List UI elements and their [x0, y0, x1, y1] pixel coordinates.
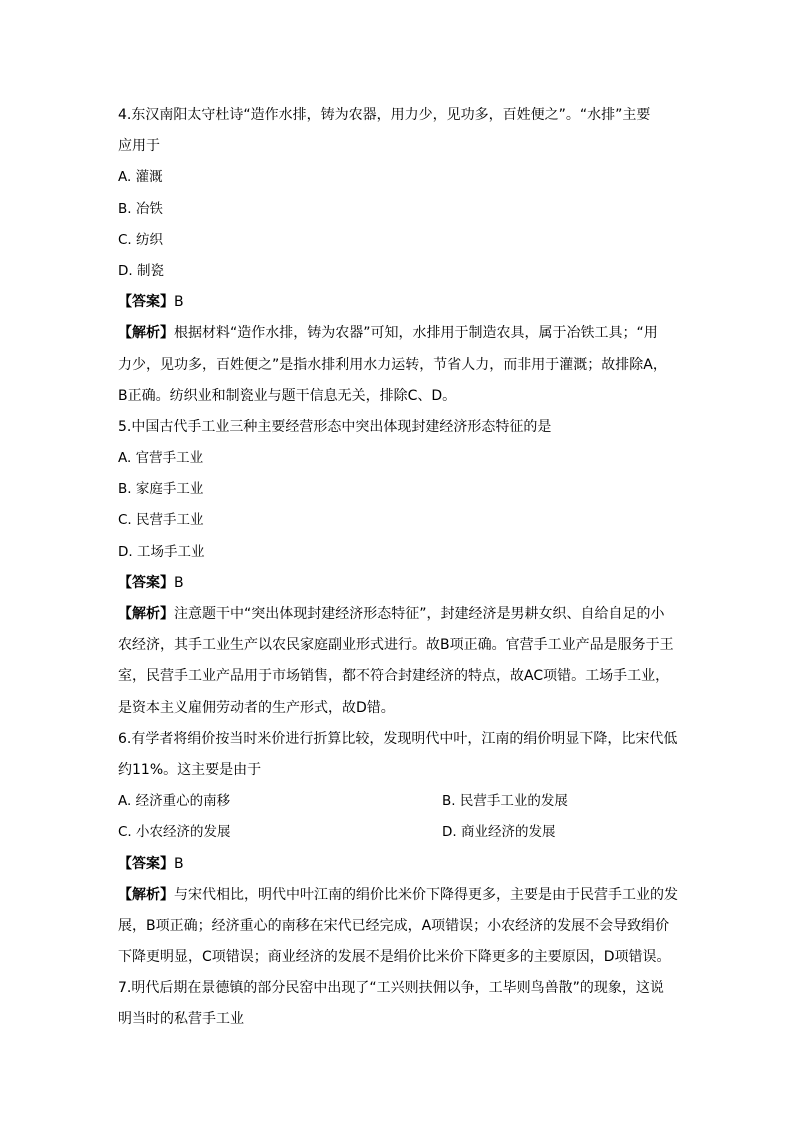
answer-value: B [174, 855, 184, 872]
question-5-option-d: D. 工场手工业 [118, 543, 205, 560]
analysis-tag: 【解析】 [118, 886, 174, 903]
question-6-options-row-1 [118, 786, 678, 817]
question-5-option-a: A. 官营手工业 [118, 450, 204, 467]
question-7-stem-line-1: 7.明代后期在景德镇的部分民窑中出现了“工兴则扶佣以争，工毕则鸟兽散”的现象，这说 [118, 980, 664, 997]
question-6-analysis-line-1 [118, 880, 678, 911]
question-4-analysis-line-3: B正确。纺织业和制瓷业与题干信息无关，排除C、D。 [118, 387, 457, 404]
question-4-option-b: B. 冶铁 [118, 200, 163, 217]
question-7-stem-line-2: 明当时的私营手工业 [118, 1011, 244, 1028]
question-6-stem-line-1: 6.有学者将绢价按当时米价进行折算比较，发现明代中叶，江南的绢价明显下降，比宋代低 [118, 730, 678, 747]
question-5-option-b: B. 家庭手工业 [118, 481, 204, 498]
question-6-analysis-line-3: 下降更明显，C项错误；商业经济的发展不是绢价比米价下降更多的主要原因，D项错误。 [118, 949, 671, 966]
answer-value: B [174, 294, 184, 311]
question-6-option-d: D. 商业经济的发展 [442, 824, 556, 841]
question-6-answer [118, 849, 678, 880]
question-4-stem-line-1: 4.东汉南阳太守杜诗“造作水排，铸为农器，用力少，见功多，百姓便之”。“水排”主要 [118, 107, 651, 123]
document-content [118, 100, 678, 1036]
question-5-analysis-line-4: 是资本主义雇佣劳动者的生产形式，故D错。 [118, 699, 395, 716]
answer-tag: 【答案】 [118, 574, 174, 591]
analysis-tag: 【解析】 [118, 606, 174, 622]
analysis-tag: 【解析】 [118, 325, 174, 342]
question-4-option-c: C. 纺织 [118, 231, 164, 248]
question-5-stem-line-1: 5.中国古代手工业三种主要经营形态中突出体现封建经济形态特征的是 [118, 418, 552, 435]
question-5-analysis-line-2: 农经济，其手工业生产以农民家庭副业形式进行。故B项正确。官营手工业产品是服务于王 [118, 637, 674, 654]
analysis-text: 注意题干中“突出体现封建经济形态特征”，封建经济是男耕女织、自给自足的小 [174, 606, 665, 622]
question-6-option-a: A. 经济重心的南移 [118, 793, 231, 810]
question-4-option-d: D. 制瓷 [118, 262, 164, 279]
question-5-answer [118, 568, 678, 599]
question-5-option-c: C. 民营手工业 [118, 512, 204, 529]
question-6-option-c: C. 小农经济的发展 [118, 824, 231, 841]
question-4-analysis-line-2: 力少，见功多，百姓便之”是指水排利用水力运转，节省人力，而非用于灌溉；故排除A， [118, 356, 667, 373]
answer-value: B [174, 574, 184, 591]
analysis-text: 根据材料“造作水排，铸为农器”可知，水排用于制造农具，属于冶铁工具；“用 [174, 325, 658, 342]
question-4-analysis-line-1 [118, 318, 678, 349]
analysis-text: 与宋代相比，明代中叶江南的绢价比米价下降得更多，主要是由于民营手工业的发 [174, 886, 678, 903]
answer-tag: 【答案】 [118, 294, 174, 311]
question-5-analysis-line-1 [118, 599, 678, 630]
question-6-option-b: B. 民营手工业的发展 [442, 793, 568, 810]
question-6-stem-line-2: 约11%。这主要是由于 [118, 761, 262, 778]
question-4-option-a: A. 灌溉 [118, 169, 163, 186]
question-4-answer [118, 287, 678, 318]
question-4-stem-line-2: 应用于 [118, 138, 160, 155]
question-6-options-row-2 [118, 817, 678, 848]
answer-tag: 【答案】 [118, 855, 174, 872]
question-5-analysis-line-3: 室，民营手工业产品用于市场销售，都不符合封建经济的特点，故AC项错。工场手工业， [118, 668, 670, 685]
question-6-analysis-line-2: 展，B项正确；经济重心的南移在宋代已经完成，A项错误；小农经济的发展不会导致绢价 [118, 917, 670, 934]
